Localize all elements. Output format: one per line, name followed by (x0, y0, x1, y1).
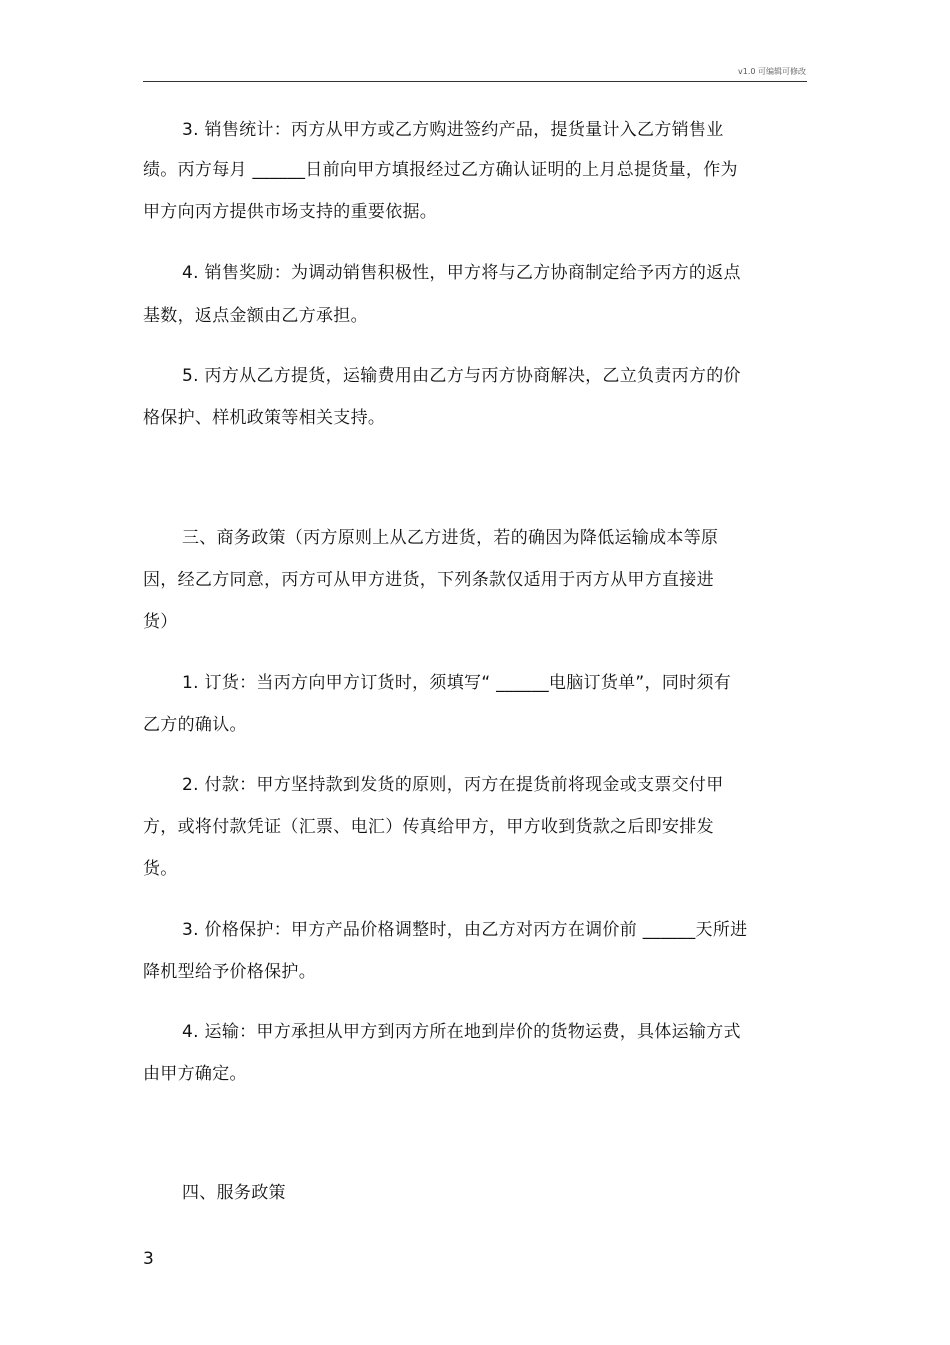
header-version: v1.0 可编辑可修改 (738, 67, 806, 76)
paragraph-line: 乙方的确认。 (143, 715, 247, 735)
paragraph-line: 3. 价格保护：甲方产品价格调整时，由乙方对丙方在调价前 ______天所进 (182, 920, 748, 940)
paragraph-line: 格保护、样机政策等相关支持。 (143, 408, 386, 428)
paragraph-line: 5. 丙方从乙方提货，运输费用由乙方与丙方协商解决，乙立负责丙方的价 (182, 366, 741, 386)
paragraph-line: 甲方向丙方提供市场支持的重要依据。 (143, 202, 438, 222)
paragraph-line: 2. 付款：甲方坚持款到发货的原则，丙方在提货前将现金或支票交付甲 (182, 775, 724, 795)
section-heading-line: 四、服务政策 (182, 1183, 286, 1203)
paragraph-line: 基数，返点金额由乙方承担。 (143, 306, 368, 326)
paragraph-line: 方，或将付款凭证（汇票、电汇）传真给甲方，甲方收到货款之后即安排发 (143, 817, 714, 837)
section-heading-line: 三、商务政策（丙方原则上从乙方进货，若的确因为降低运输成本等原 (182, 528, 719, 548)
paragraph-line: 由甲方确定。 (143, 1064, 247, 1084)
paragraph-line: 绩。丙方每月 ______日前向甲方填报经过乙方确认证明的上月总提货量，作为 (143, 160, 738, 180)
header-rule (143, 81, 807, 82)
page-number: 3 (143, 1249, 154, 1269)
paragraph-line: 4. 运输：甲方承担从甲方到丙方所在地到岸价的货物运费，具体运输方式 (182, 1022, 741, 1042)
paragraph-line: 3. 销售统计：丙方从甲方或乙方购进签约产品，提货量计入乙方销售业 (182, 120, 724, 140)
section-heading-line: 因，经乙方同意，丙方可从甲方进货，下列条款仅适用于丙方从甲方直接进 (143, 570, 714, 590)
section-heading-line: 货） (143, 612, 178, 632)
paragraph-line: 4. 销售奖励：为调动销售积极性，甲方将与乙方协商制定给予丙方的返点 (182, 263, 741, 283)
paragraph-line: 货。 (143, 859, 178, 879)
paragraph-line: 降机型给予价格保护。 (143, 962, 316, 982)
paragraph-line: 1. 订货：当丙方向甲方订货时，须填写“ ______电脑订货单”，同时须有 (182, 673, 732, 693)
